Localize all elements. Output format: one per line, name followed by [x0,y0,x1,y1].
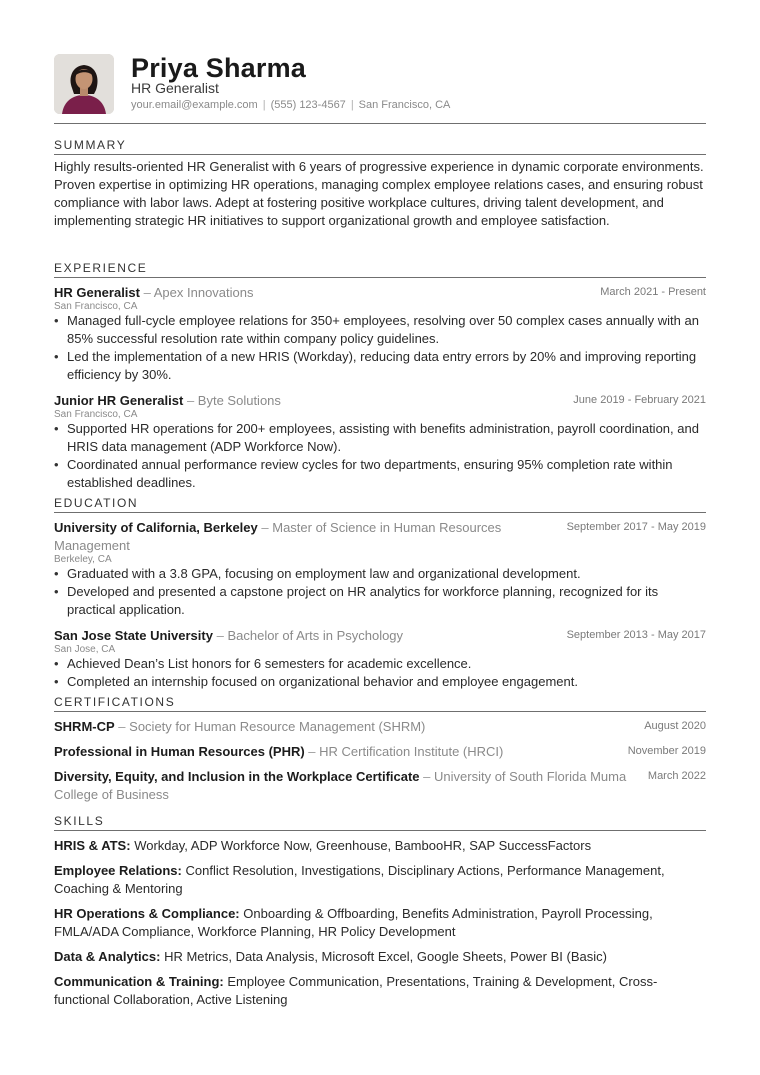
skill-value: Workday, ADP Workforce Now, Greenhouse, BambooHR, SAP SuccessFactors [134,838,592,853]
skill-value: Employee Communication, Presentations, Training & Development, Cross-functional Collaboration, Active Listening [54,974,658,1007]
list-item: • Achieved Dean’s List honors for 6 semesters for academic excellence. [54,655,706,673]
certification-entry [54,743,706,761]
contact-location: San Francisco, CA [358,99,451,111]
skill-label: HR Operations & Compliance: [54,906,240,921]
education-entry [54,627,706,691]
section-heading-education: EDUCATION [54,496,706,513]
list-item: • Graduated with a 3.8 GPA, focusing on employment law and organizational development. [54,565,706,583]
skill-value: HR Metrics, Data Analysis, Microsoft Excel, Google Sheets, Power BI (Basic) [164,949,607,964]
section-heading-certifications: CERTIFICATIONS [54,695,706,712]
section-heading-summary: SUMMARY [54,138,706,155]
dash-separator: – [186,393,195,408]
skill-value: Conflict Resolution, Investigations, Disciplinary Actions, Performance Management, Coaching & Mentoring [54,863,665,896]
certification-entry [54,768,706,804]
contact-separator: | [350,99,354,111]
list-item: • Managed full-cycle employee relations for 350+ employees, resolving over 50 complex cases annually with an 85% successful resolution rate within company policy guidelines. [54,312,706,348]
experience-section [54,261,706,492]
skill-row [54,948,706,966]
skill-label: HRIS & ATS: [54,838,131,853]
certification-issuer: University of South Florida Muma College of Business [54,769,627,802]
job-role: Junior HR Generalist [54,393,184,408]
experience-entry [54,392,706,492]
school-location: Berkeley, CA [54,554,112,565]
skill-label: Communication & Training: [54,974,224,989]
certification-entry [54,718,706,736]
list-item: • Supported HR operations for 200+ employees, assisting with benefits administration, payroll coordination, and HRIS data management (ADP Workforce Now). [54,420,706,456]
summary-text: Highly results-oriented HR Generalist with 6 years of progressive experience in dynamic corporate environments. Proven expertise in optimizing HR operations, managing complex employee relations cases, and ensuring robust compliance with labor laws. Adept at fostering positive workplace cultures, driving talent development, and implementing strategic HR initiatives to support organizational growth and employee satisfaction. [54,159,704,228]
contact-separator: | [262,99,266,111]
skill-label: Employee Relations: [54,863,182,878]
education-dates: September 2017 - May 2019 [566,521,706,533]
list-item: • Led the implementation of a new HRIS (Workday), reducing data entry errors by 20% and improving reporting efficiency by 30%. [54,348,706,384]
certification-name: SHRM-CP [54,719,115,734]
contact-email[interactable]: your.email@example.com [131,99,258,111]
dash-separator: – [143,285,151,300]
certification-issuer: Society for Human Resource Management (SHRM) [129,719,426,734]
certification-date: November 2019 [627,745,706,757]
degree-name: Master of Science in Human Resources Management [54,520,502,553]
skill-row [54,973,706,1009]
company-name: Apex Innovations [153,285,254,300]
job-role: HR Generalist [54,285,140,300]
entry-title-line [54,743,706,761]
profile-photo [54,54,114,114]
school-name: University of California, Berkeley [54,520,258,535]
contact-line [131,98,450,112]
experience-entry [54,284,706,384]
education-dates: September 2013 - May 2017 [566,629,706,641]
certification-issuer: HR Certification Institute (HRCI) [319,744,504,759]
dash-separator: – [423,769,431,784]
job-location: San Francisco, CA [54,301,138,312]
header-divider [54,123,706,124]
job-dates: March 2021 - Present [600,286,706,298]
entry-title-line [54,284,706,302]
certification-date: March 2022 [647,770,706,782]
certification-name: Diversity, Equity, and Inclusion in the Workplace Certificate [54,769,420,784]
dash-separator: – [216,628,224,643]
section-heading-skills: SKILLS [54,814,706,831]
degree-name: Bachelor of Arts in Psychology [227,628,404,643]
profile-photo-image [54,54,114,114]
skill-value: Onboarding & Offboarding, Benefits Administration, Payroll Processing, FMLA/ADA Compliance, Workforce Planning, HR Policy Development [54,906,653,939]
certification-name: Professional in Human Resources (PHR) [54,744,305,759]
resume-header [54,0,706,122]
summary-section [54,138,706,230]
candidate-name: Priya Sharma [131,53,306,83]
entry-title-line [54,768,706,804]
job-location: San Francisco, CA [54,409,138,420]
dash-separator: – [261,520,269,535]
job-dates: June 2019 - February 2021 [573,394,706,406]
education-bullets [54,655,706,691]
skill-label: Data & Analytics: [54,949,161,964]
list-item: • Developed and presented a capstone project on HR analytics for workforce planning, recognized for its practical application. [54,583,706,619]
school-name: San Jose State University [54,628,213,643]
skills-section [54,814,706,1009]
company-name: Byte Solutions [197,393,281,408]
education-entry [54,519,706,619]
certification-date: August 2020 [644,720,706,732]
entry-title-line [54,392,706,410]
entry-title-line [54,718,706,736]
certifications-section [54,695,706,804]
school-location: San Jose, CA [54,644,116,655]
job-bullets [54,420,706,492]
skill-row [54,837,706,855]
entry-title-line [54,627,706,645]
skill-row [54,905,706,941]
list-item: • Coordinated annual performance review cycles for two departments, ensuring 95% completion rate within established deadlines. [54,456,706,492]
job-bullets [54,312,706,384]
dash-separator: – [118,719,126,734]
education-bullets [54,565,706,619]
list-item: • Completed an internship focused on organizational behavior and employee engagement. [54,673,706,691]
skill-row [54,862,706,898]
education-section [54,496,706,691]
dash-separator: – [308,744,316,759]
candidate-title: HR Generalist [131,80,219,96]
section-heading-experience: EXPERIENCE [54,261,706,278]
contact-phone[interactable]: (555) 123-4567 [270,99,346,111]
entry-title-line [54,519,706,555]
